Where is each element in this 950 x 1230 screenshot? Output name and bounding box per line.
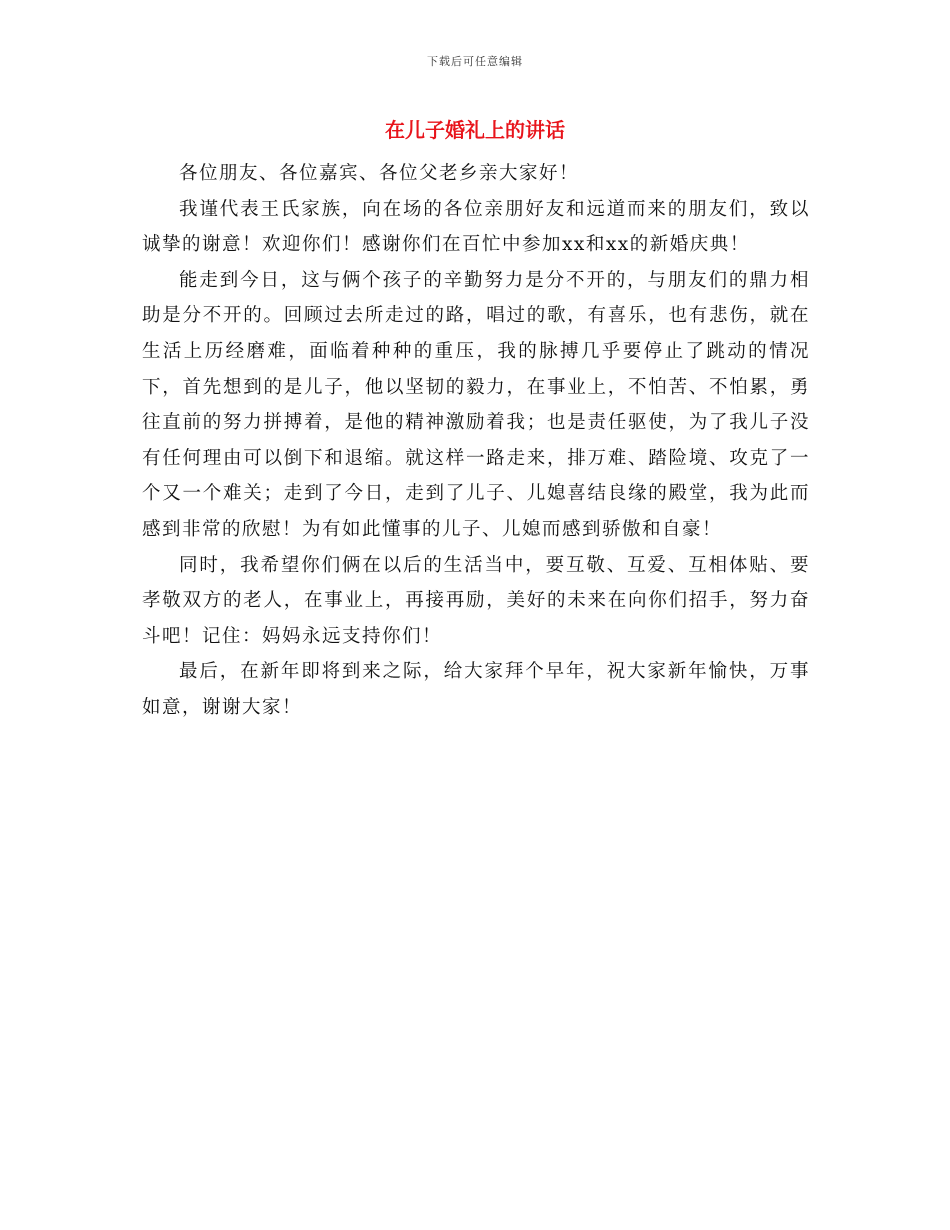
document-body — [142, 156, 810, 726]
paragraph-greeting: 各位朋友、各位嘉宾、各位父老乡亲大家好！ — [179, 163, 580, 184]
paragraph-closing: 最后，在新年即将到来之际，给大家拜个早年，祝大家新年愉快，万事如意，谢谢大家！ — [142, 661, 810, 718]
header-note: 下载后可任意编辑 — [427, 55, 523, 68]
paragraph-wishes: 同时，我希望你们俩在以后的生活当中，要互敬、互爱、互相体贴、要孝敬双方的老人，在事业上，再接再励，美好的未来在向你们招手，努力奋斗吧！记住：妈妈永远支持你们！ — [142, 554, 810, 647]
paragraph-thanks: 我谨代表王氏家族，向在场的各位亲朋好友和远道而来的朋友们，致以诚挚的谢意！欢迎你们！感谢你们在百忙中参加xx和xx的新婚庆典！ — [142, 198, 810, 256]
document-title: 在儿子婚礼上的讲话 — [385, 118, 565, 142]
paragraph-journey: 能走到今日，这与俩个孩子的辛勤努力是分不开的，与朋友们的鼎力相助是分不开的。回顾过去所走过的路，唱过的歌，有喜乐，也有悲伤，就在生活上历经磨难，面临着种种的重压，我的脉搏几乎要停止了跳动的情况下，首先想到的是儿子，他以坚韧的毅力，在事业上，不怕苦、不怕累，勇往直前的努力拼搏着，是他的精神激励着我；也是责任驱使，为了我儿子没有任何理由可以倒下和退缩。就这样一路走来，排万难、踏险境、攻克了一个又一个难关；走到了今日，走到了儿子、儿媳喜结良缘的殿堂，我为此而感到非常的欣慰！为有如此懂事的儿子、儿媳而感到骄傲和自豪！ — [142, 269, 810, 540]
